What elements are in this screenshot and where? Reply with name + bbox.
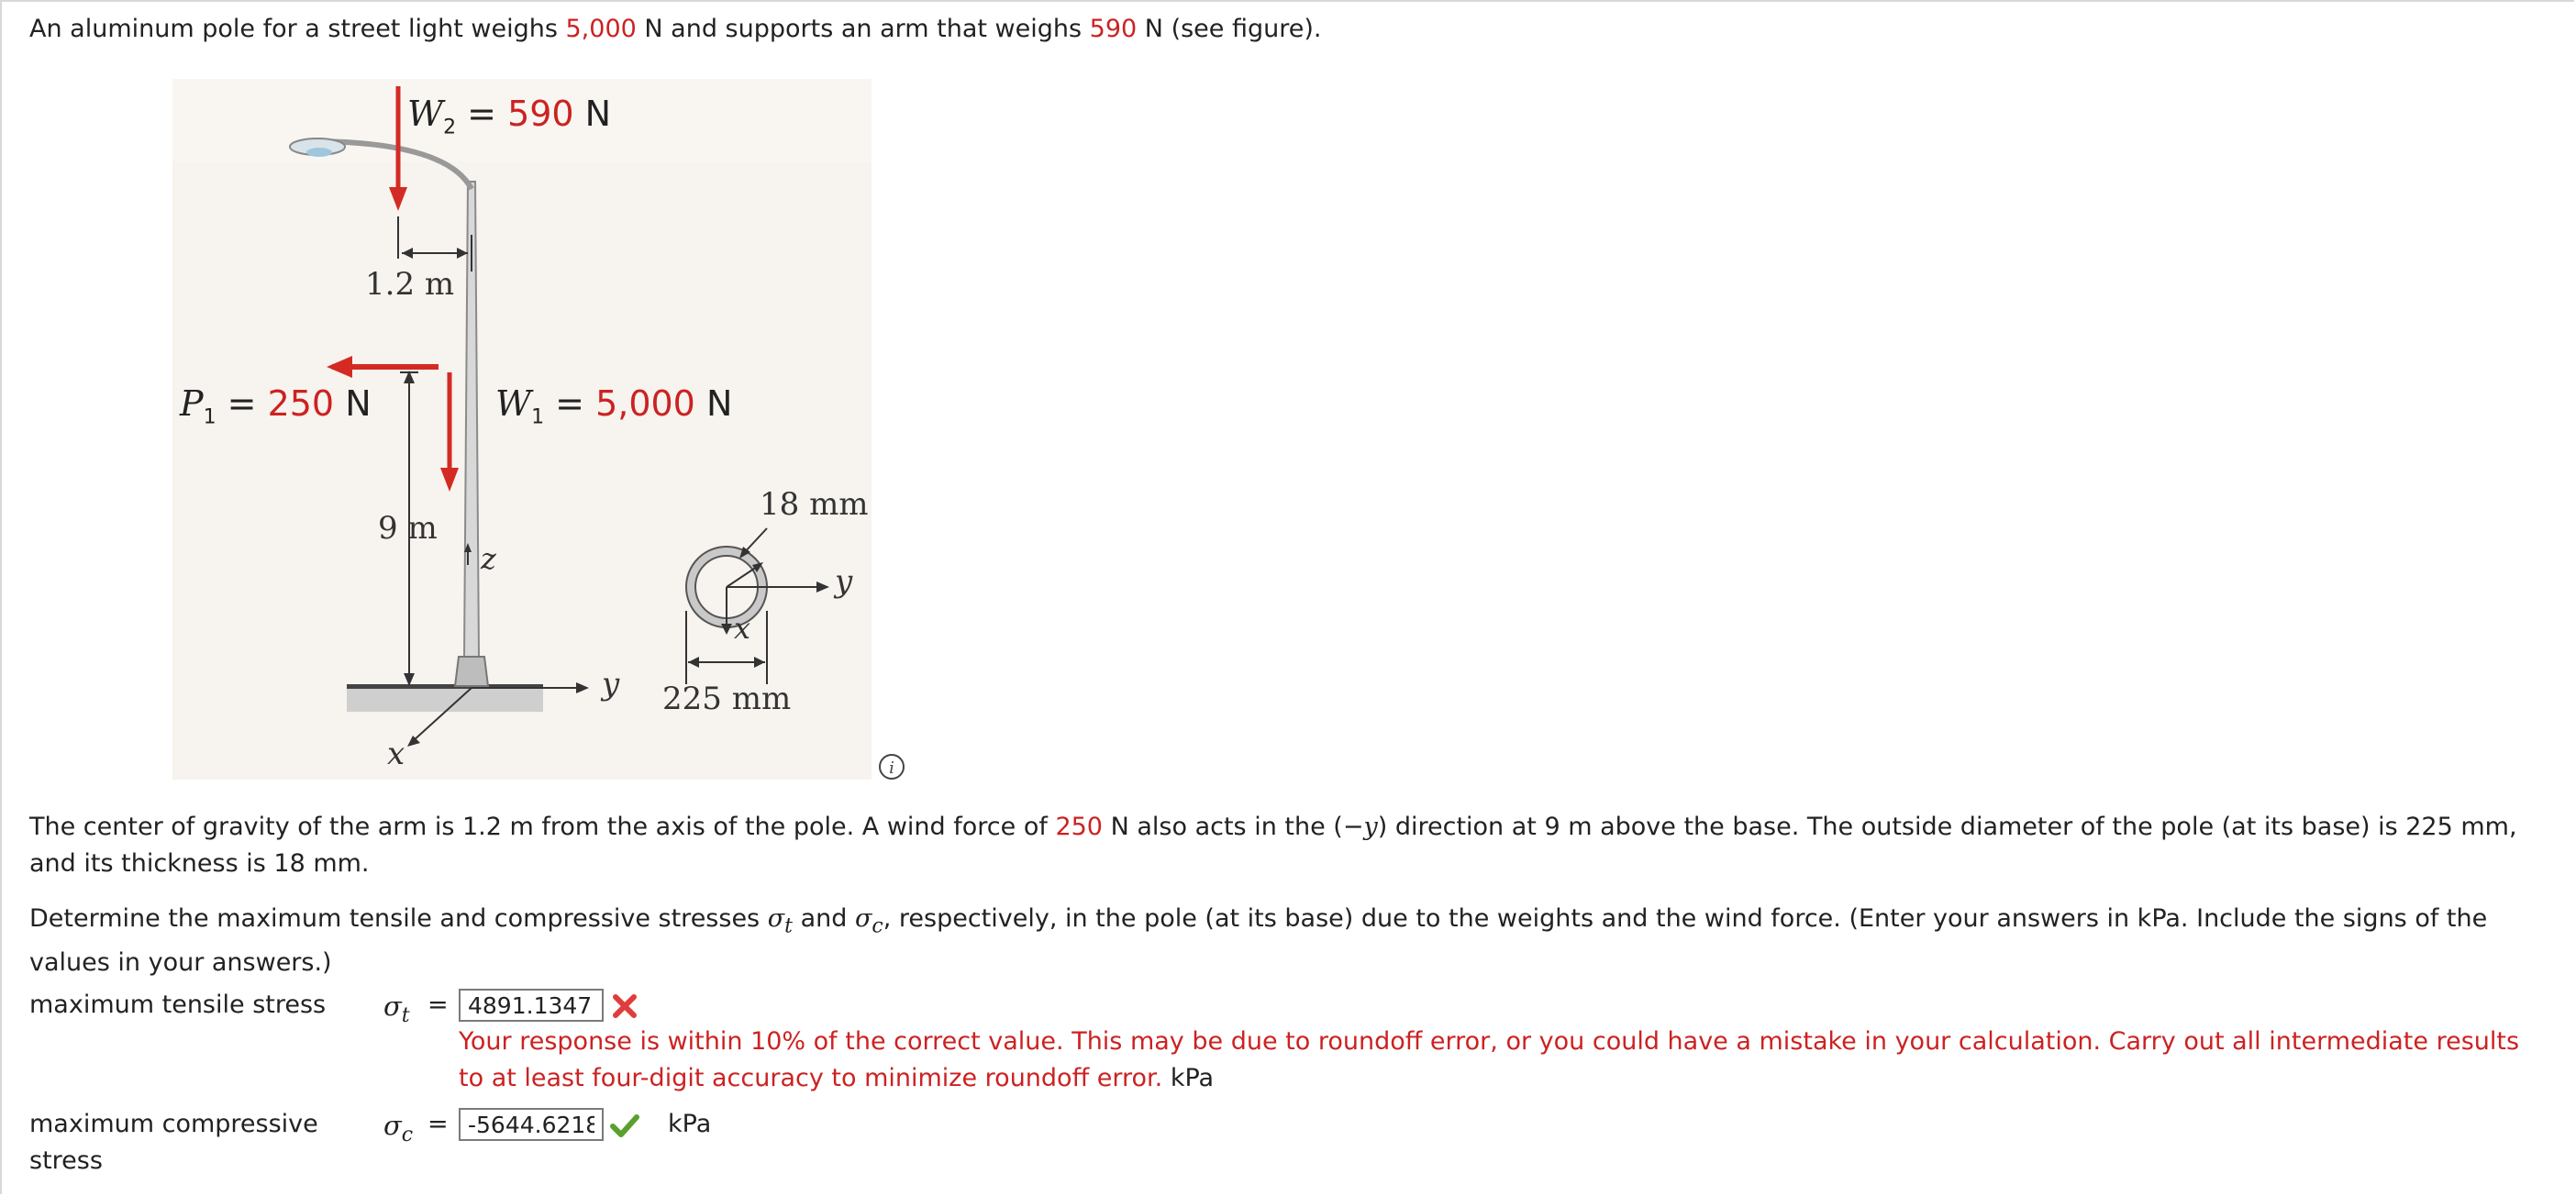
w2-value: 590 [507,94,574,134]
w2-equals: = [456,94,508,134]
w2-symbol: W [407,94,444,134]
feedback-text: Your response is within 10% of the correct value. This may be due to roundoff error, or you could have a mistake in your calculation. Carry out all intermediate results to at least four-digit accuracy to minimize roundoff error. [459,1027,2520,1092]
correct-check-icon [609,1112,640,1139]
intro-part: An aluminum pole for a street light weighs [29,15,566,43]
w2-label [407,94,611,139]
tensile-subscript: t [401,1003,410,1027]
desc-wind-value: 250 [1055,813,1103,841]
p1-label [180,383,372,429]
desc-part: N also acts in the (− [1103,813,1364,841]
compressive-subscript: c [401,1123,414,1146]
compressive-label [29,1106,318,1179]
w2-unit: N [573,94,612,134]
sigma-c-symbol: σ [854,904,872,933]
p1-subscript: 1 [203,405,217,429]
thickness-label: 18 mm [760,486,869,523]
tensile-feedback [459,1024,2541,1097]
svg-text:i: i [889,759,894,778]
figure-svg [172,79,872,780]
tensile-symbol [383,991,410,1027]
intro-w1-value: 5,000 [565,15,637,43]
pole-base [455,657,488,686]
desc-part: The center of gravity of the arm is 1.2 m from the axis of the pole. A wind force of [29,813,1056,841]
section-x-label: x [734,611,751,646]
p1-unit: N [334,383,372,424]
tensile-stress-input[interactable] [459,989,604,1022]
arm-distance-label: 1.2 m [365,266,455,303]
compressive-equals: = [427,1110,449,1138]
compressive-label-line1: maximum compressive [29,1110,318,1138]
info-icon[interactable] [877,752,906,781]
compressive-label-line2: stress [29,1146,103,1175]
w1-unit: N [694,383,733,424]
w1-subscript: 1 [531,405,545,429]
axis-z-label: z [481,541,496,576]
desc-direction: y [1363,813,1378,841]
question-part: Determine the maximum tensile and compressive stresses [29,904,768,933]
compressive-sigma: σ [383,1110,402,1141]
intro-w2-value: 590 [1089,15,1138,43]
p1-symbol: P [180,383,204,424]
diameter-label: 225 mm [662,681,792,717]
w1-label [495,383,732,429]
sigma-t-subscript: t [784,914,793,938]
compressive-stress-input[interactable] [459,1108,604,1141]
w1-equals: = [544,383,596,424]
w1-symbol: W [495,383,532,424]
intro-text [29,11,2543,48]
sigma-t-symbol: σ [767,904,785,933]
street-light-figure [172,79,872,780]
tensile-label: maximum tensile stress [29,991,327,1019]
tensile-unit: kPa [1170,1064,1215,1092]
intro-part: N and supports an arm that weighs [636,15,1090,43]
intro-part: N (see figure). [1137,15,1322,43]
desc-part: ) direction at 9 m above the base. The outside diameter of the pole (at its base) is 225 mm, and its thickness is 18 mm. [29,813,2517,878]
p1-equals: = [216,383,268,424]
compressive-unit: kPa [668,1110,712,1138]
description-text [29,809,2543,882]
question-text [29,901,2543,981]
section-y-label: y [835,563,853,600]
w1-value: 5,000 [595,383,695,424]
sigma-c-subscript: c [872,914,883,938]
incorrect-x-icon [611,992,638,1020]
lamp-lens [306,148,332,157]
compressive-symbol [383,1110,413,1146]
axis-x-label: x [387,736,405,772]
tensile-sigma: σ [383,991,402,1022]
tensile-equals: = [427,991,449,1019]
p1-value: 250 [267,383,335,424]
question-part: and [792,904,855,933]
height-label: 9 m [378,510,438,547]
axis-y-label: y [602,666,620,703]
question-part: , respectively, in the pole (at its base) due to the weights and the wind force. (Enter your answers in kPa. Include the signs of the values in your answers.) [29,904,2488,978]
w2-subscript: 2 [443,116,457,139]
